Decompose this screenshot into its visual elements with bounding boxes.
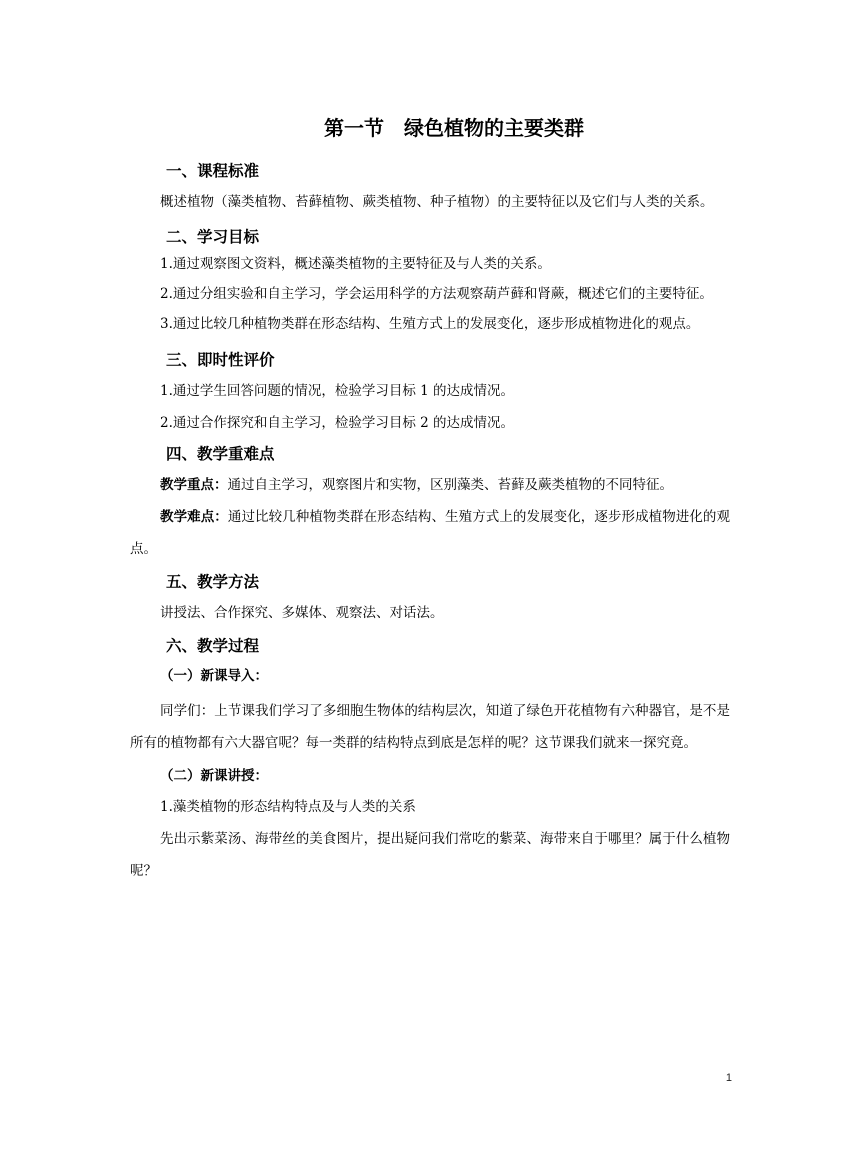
teaching-key-label: 教学重点： (160, 477, 228, 493)
teaching-difficult-label: 教学难点： (160, 509, 228, 525)
evaluation-item-2: 2.通过合作探究和自主学习，检验学习目标 2 的达成情况。 (160, 415, 515, 431)
section-heading-process: 六、教学过程 (166, 637, 260, 655)
page-title: 第一节 绿色植物的主要类群 (324, 116, 584, 140)
section-heading-evaluation: 三、即时性评价 (166, 351, 275, 369)
teaching-key-text: 通过自主学习，观察图片和实物，区别藻类、苔藓及蕨类植物的不同特征。 (227, 477, 673, 493)
lecture-text: 先出示紫菜汤、海带丝的美食图片，提出疑问我们常吃的紫菜、海带来自于哪里？属于什么植物呢？ (130, 831, 730, 879)
lecture-item-1: 1.藻类植物的形态结构特点及与人类的关系 (160, 799, 416, 815)
evaluation-item-1: 1.通过学生回答问题的情况，检验学习目标 1 的达成情况。 (160, 383, 515, 399)
intro-text: 同学们：上节课我们学习了多细胞生物体的结构层次，知道了绿色开花植物有六种器官，是不是所有的植物都有六大器官呢？每一类群的结构特点到底是怎样的呢？这节课我们就来一探究竟。 (130, 703, 730, 751)
section-heading-methods: 五、教学方法 (166, 573, 260, 591)
section-heading-key-difficult: 四、教学重难点 (166, 445, 275, 463)
subsection-heading-lecture: （二）新课讲授： (160, 768, 268, 784)
curriculum-standard-text: 概述植物（藻类植物、苔藓植物、蕨类植物、种子植物）的主要特征以及它们与人类的关系。 (160, 194, 714, 210)
subsection-heading-intro: （一）新课导入： (160, 668, 268, 684)
objective-item-3: 3.通过比较几种植物类群在形态结构、生殖方式上的发展变化，逐步形成植物进化的观点。 (160, 316, 700, 332)
document-body (130, 112, 730, 887)
section-heading-curriculum-standard: 一、课程标准 (166, 162, 260, 180)
teaching-key-point (130, 469, 730, 501)
page-number: 1 (725, 1072, 732, 1084)
objective-item-2: 2.通过分组实验和自主学习，学会运用科学的方法观察葫芦藓和肾蕨，概述它们的主要特征。 (160, 286, 713, 302)
teaching-difficult-point (130, 501, 730, 565)
teaching-difficult-text: 通过比较几种植物类群在形态结构、生殖方式上的发展变化，逐步形成植物进化的观点。 (130, 509, 731, 557)
objective-item-1: 1.通过观察图文资料，概述藻类植物的主要特征及与人类的关系。 (160, 256, 551, 272)
section-heading-learning-objectives: 二、学习目标 (166, 228, 260, 246)
methods-text: 讲授法、合作探究、多媒体、观察法、对话法。 (160, 605, 444, 621)
